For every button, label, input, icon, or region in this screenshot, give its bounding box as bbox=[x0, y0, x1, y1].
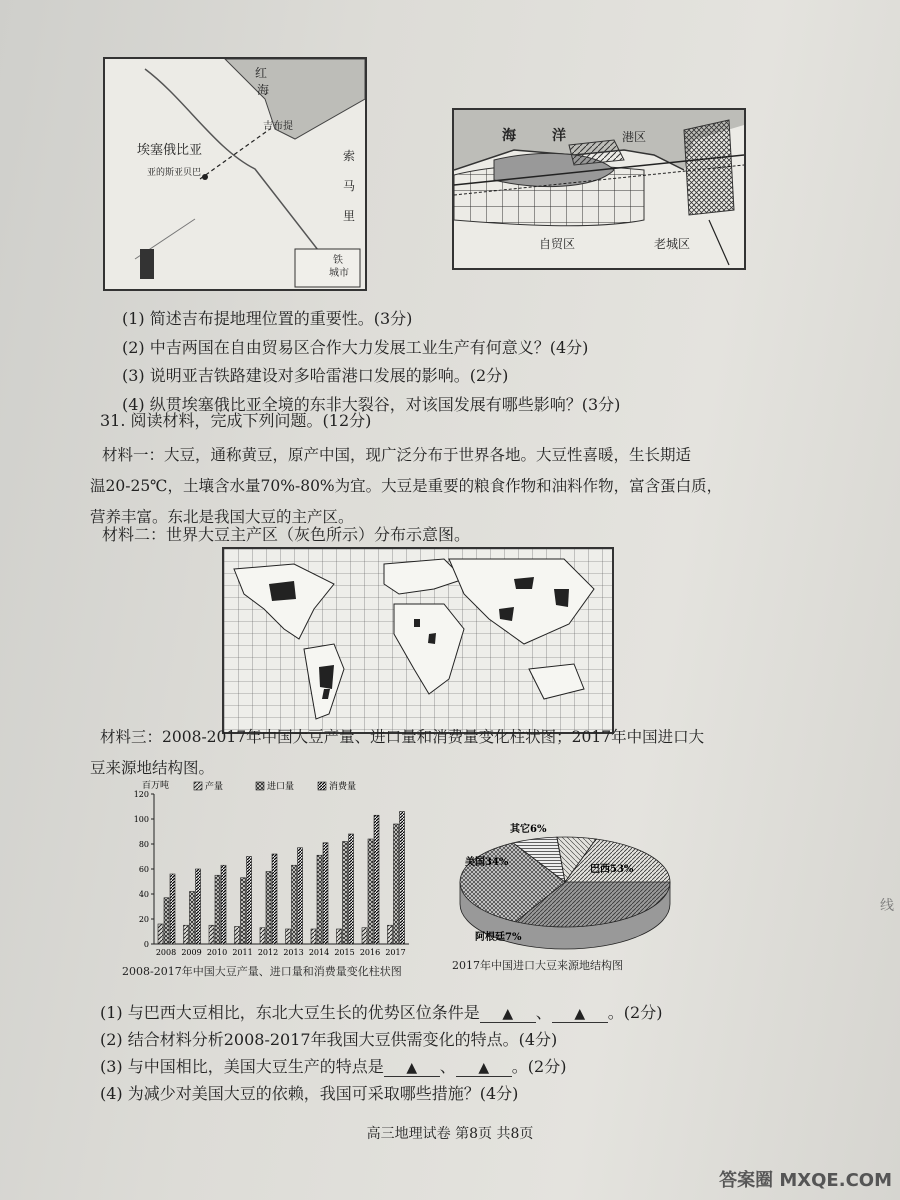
q31-1-suffix: 。(2分) bbox=[607, 1003, 663, 1022]
q31-1 bbox=[100, 1000, 662, 1023]
legend-label-进口量: 进口量 bbox=[267, 782, 295, 792]
pie-label-2: 阿根廷7% bbox=[475, 932, 522, 943]
y-tick-label: 80 bbox=[138, 840, 149, 849]
y-tick-label: 120 bbox=[133, 790, 149, 799]
page-footer: 高三地理试卷 第8页 共8页 bbox=[366, 1126, 534, 1142]
material3-line-1: 材料三：2008-2017年中国大豆产量、进口量和消费量变化柱状图；2017年中国进口大 bbox=[100, 728, 705, 746]
bar-消费量-2016 bbox=[374, 815, 379, 944]
bar-消费量-2010 bbox=[221, 865, 226, 944]
bar-chart-svg bbox=[118, 776, 418, 986]
map1-label-addis: 亚的斯亚贝巴 bbox=[147, 168, 202, 178]
bar-产量-2016 bbox=[362, 928, 367, 944]
pie-label-1: 美国34% bbox=[465, 857, 509, 868]
bar-消费量-2011 bbox=[247, 857, 252, 945]
map2-label-oldcity: 老城区 bbox=[654, 237, 691, 251]
x-tick-label: 2008 bbox=[155, 948, 177, 957]
djibouti-port-map bbox=[452, 108, 746, 270]
map1-drawing bbox=[105, 59, 365, 289]
x-tick-label: 2011 bbox=[232, 948, 253, 957]
bar-进口量-2009 bbox=[190, 892, 195, 945]
q31-3-suffix: 。(2分) bbox=[511, 1057, 567, 1076]
x-tick-label: 2012 bbox=[257, 948, 279, 957]
x-tick-label: 2013 bbox=[283, 948, 304, 957]
map2-label-yang: 洋 bbox=[552, 128, 566, 144]
q31-material1 bbox=[90, 440, 790, 533]
y-tick-label: 100 bbox=[133, 815, 149, 824]
bar-消费量-2014 bbox=[323, 843, 328, 944]
bar-消费量-2012 bbox=[272, 854, 277, 944]
q31-4: (4) 为减少对美国大豆的依赖，我国可采取哪些措施？(4分) bbox=[100, 1084, 519, 1103]
bar-产量-2009 bbox=[184, 925, 189, 944]
q31-3-mid: 、 bbox=[439, 1057, 456, 1076]
q31-3-marker-1: ▲ bbox=[406, 1060, 418, 1076]
map1-label-ma: 马 bbox=[343, 179, 356, 193]
x-tick-label: 2009 bbox=[181, 948, 202, 957]
bar-进口量-2008 bbox=[164, 898, 169, 944]
bar-进口量-2015 bbox=[343, 842, 348, 945]
world-map-drawing bbox=[224, 549, 612, 732]
x-tick-label: 2015 bbox=[334, 948, 355, 957]
bar-chart-caption: 2008-2017年中国大豆产量、进口量和消费量变化柱状图 bbox=[122, 965, 402, 978]
legend-label-消费量: 消费量 bbox=[329, 782, 357, 792]
q31-1-marker-2: ▲ bbox=[574, 1006, 586, 1022]
legend-swatch-产量 bbox=[194, 782, 202, 790]
map1-label-so: 索 bbox=[343, 149, 356, 163]
map1-label-sea: 海 bbox=[257, 83, 270, 97]
bar-进口量-2013 bbox=[292, 865, 297, 944]
map1-label-ethiopia: 埃塞俄比亚 bbox=[137, 143, 203, 158]
bar-消费量-2017 bbox=[400, 812, 405, 945]
q31-3-blank-1[interactable] bbox=[384, 1057, 440, 1077]
bar-消费量-2008 bbox=[170, 874, 175, 944]
q31-material2: 材料二：世界大豆主产区（灰色所示）分布示意图。 bbox=[102, 525, 471, 544]
map2-label-ftz: 自贸区 bbox=[539, 237, 576, 251]
bar-消费量-2015 bbox=[349, 834, 354, 944]
map2-label-hai: 海 bbox=[502, 128, 516, 144]
map1-label-djibouti: 吉布提 bbox=[263, 121, 293, 132]
bar-产量-2012 bbox=[260, 928, 265, 944]
map2-label-port: 港区 bbox=[622, 130, 647, 144]
q31-3-marker-2: ▲ bbox=[478, 1060, 490, 1076]
material3-line-2: 豆来源地结构图。 bbox=[90, 759, 215, 777]
world-soybean-map bbox=[222, 547, 614, 734]
q30-3: (3) 说明亚吉铁路建设对多哈雷港口发展的影响。(2分) bbox=[122, 366, 509, 385]
bar-产量-2014 bbox=[311, 929, 316, 944]
material1-line-2: 温20-25℃，土壤含水量70%-80%为宜。大豆是重要的粮食作物和油料作物，富含蛋白质， bbox=[90, 477, 723, 495]
bar-进口量-2012 bbox=[266, 872, 271, 945]
q30-4: (4) 纵贯埃塞俄比亚全境的东非大裂谷，对该国发展有哪些影响？(3分) bbox=[122, 395, 621, 414]
q31-title: 31. 阅读材料，完成下列问题。(12分) bbox=[100, 411, 372, 430]
bar-产量-2015 bbox=[337, 929, 342, 944]
q30-2: (2) 中吉两国在自由贸易区合作大力发展工业生产有何意义？(4分) bbox=[122, 338, 589, 357]
map1-legend-city: 城市 bbox=[329, 268, 349, 279]
pie-label-3: 其它6% bbox=[510, 824, 547, 835]
q31-3-prefix: (3) 与中国相比，美国大豆生产的特点是 bbox=[100, 1057, 384, 1076]
q31-1-marker-1: ▲ bbox=[502, 1006, 514, 1022]
pie-label-0: 巴西53% bbox=[590, 864, 634, 875]
bar-产量-2008 bbox=[158, 924, 163, 944]
map1-label-li: 里 bbox=[343, 209, 356, 223]
x-tick-label: 2010 bbox=[206, 948, 228, 957]
legend-label-产量: 产量 bbox=[205, 782, 224, 792]
q31-1-blank-1[interactable] bbox=[480, 1003, 536, 1023]
y-tick-label: 20 bbox=[138, 915, 149, 924]
legend-swatch-进口量 bbox=[256, 782, 264, 790]
y-axis-label: 百万吨 bbox=[142, 781, 170, 791]
bar-进口量-2016 bbox=[368, 839, 373, 944]
x-tick-label: 2014 bbox=[308, 948, 330, 957]
y-tick-label: 60 bbox=[138, 865, 149, 874]
q31-3-blank-2[interactable] bbox=[456, 1057, 512, 1077]
bar-进口量-2017 bbox=[394, 824, 399, 944]
x-tick-label: 2016 bbox=[359, 948, 381, 957]
binding-line-mark: 线 bbox=[880, 898, 894, 914]
ethiopia-djibouti-map bbox=[103, 57, 367, 291]
map2-drawing bbox=[454, 110, 744, 268]
material1-line-1: 材料一：大豆，通称黄豆，原产中国，现广泛分布于世界各地。大豆性喜暖，生长期适 bbox=[102, 446, 692, 464]
bar-产量-2011 bbox=[235, 927, 240, 945]
pie-chart-svg bbox=[440, 820, 690, 970]
q31-1-prefix: (1) 与巴西大豆相比，东北大豆生长的优势区位条件是 bbox=[100, 1003, 480, 1022]
y-tick-label: 0 bbox=[143, 940, 149, 949]
import-source-pie-chart bbox=[440, 820, 690, 970]
y-tick-label: 40 bbox=[138, 890, 149, 899]
q31-material3 bbox=[90, 722, 790, 784]
map1-label-red: 红 bbox=[255, 66, 268, 80]
bar-进口量-2011 bbox=[241, 878, 246, 944]
legend-swatch-消费量 bbox=[318, 782, 326, 790]
q30-1: (1) 简述吉布提地理位置的重要性。(3分) bbox=[122, 309, 413, 328]
material1-line-3: 营养丰富。东北是我国大豆的主产区。 bbox=[90, 508, 354, 526]
bar-进口量-2010 bbox=[215, 875, 220, 944]
q31-3 bbox=[100, 1054, 566, 1077]
q31-2: (2) 结合材料分析2008-2017年我国大豆供需变化的特点。(4分) bbox=[100, 1030, 558, 1049]
bar-消费量-2013 bbox=[298, 848, 303, 944]
bar-进口量-2014 bbox=[317, 855, 322, 944]
pie-chart-caption: 2017年中国进口大豆来源地结构图 bbox=[452, 959, 623, 972]
q31-1-blank-2[interactable] bbox=[552, 1003, 608, 1023]
bar-产量-2017 bbox=[388, 925, 393, 944]
soybean-bar-chart bbox=[118, 776, 418, 986]
bar-消费量-2009 bbox=[196, 869, 201, 944]
bar-产量-2010 bbox=[209, 925, 214, 944]
q31-1-mid: 、 bbox=[535, 1003, 552, 1022]
watermark-logo: 答案圈 MXQE.COM bbox=[719, 1170, 892, 1191]
bar-产量-2013 bbox=[286, 929, 291, 944]
x-tick-label: 2017 bbox=[385, 948, 406, 957]
map1-legend-rail: 铁 bbox=[333, 255, 343, 266]
